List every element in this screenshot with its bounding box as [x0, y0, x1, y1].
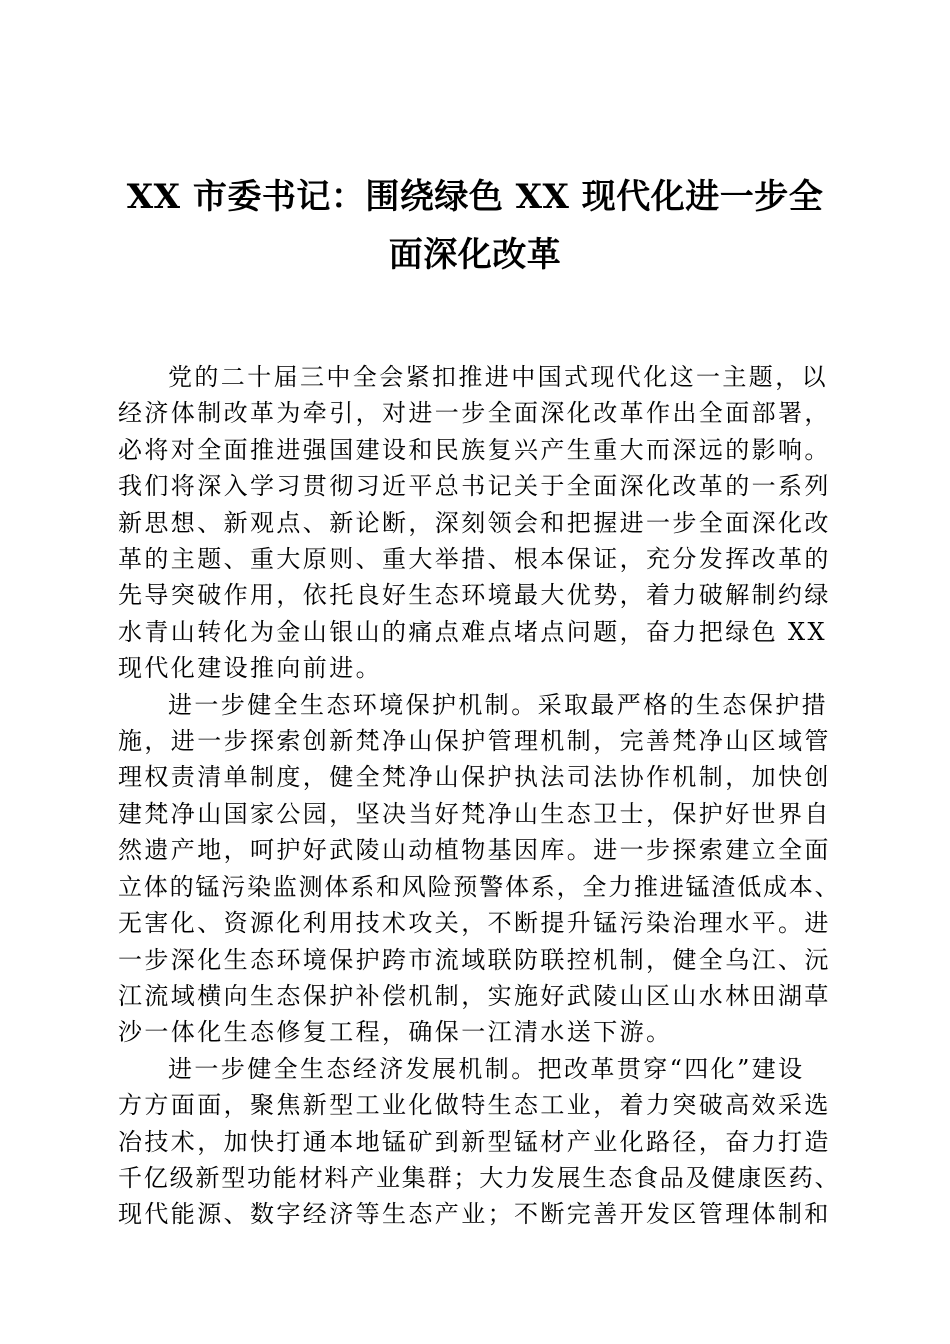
text-line: 我们将深入学习贯彻习近平总书记关于全面深化改革的一系列	[118, 472, 831, 501]
text-line: 施，进一步探索创新梵净山保护管理机制，完善梵净山区域管	[118, 727, 831, 756]
text-line: 革的主题、重大原则、重大举措、根本保证，充分发挥改革的	[118, 545, 831, 574]
text-line: 江流域横向生态保护补偿机制，实施好武陵山区山水林田湖草	[118, 981, 831, 1010]
text-line: 无害化、资源化利用技术攻关，不断提升锰污染治理水平。进	[118, 909, 831, 938]
text-line: 建梵净山国家公园，坚决当好梵净山生态卫士，保护好世界自	[118, 799, 831, 828]
paragraph	[118, 1051, 841, 1233]
text-line: 沙一体化生态修复工程，确保一江清水送下游。	[118, 1018, 673, 1047]
text-line: 进一步健全生态经济发展机制。把改革贯穿“四化”建设	[168, 1054, 805, 1083]
text-line: 进一步健全生态环境保护机制。采取最严格的生态保护措	[168, 690, 828, 719]
paragraph	[118, 359, 838, 687]
text-line: 新思想、新观点、新论断，深刻领会和把握进一步全面深化改	[118, 508, 831, 537]
text-line: 千亿级新型功能材料产业集群；大力发展生态食品及健康医药、	[118, 1163, 841, 1192]
text-line: 水青山转化为金山银山的痛点难点堵点问题，奋力把绿色 XX	[118, 617, 827, 646]
text-line: 方方面面，聚焦新型工业化做特生态工业，着力突破高效采选	[118, 1091, 831, 1120]
text-line: 现代化建设推向前进。	[118, 654, 382, 683]
document-body	[118, 359, 841, 1233]
document-title	[110, 168, 840, 284]
text-line: 现代能源、数字经济等生态产业；不断完善开发区管理体制和	[118, 1200, 831, 1229]
title-line: 面深化改革	[388, 235, 562, 275]
text-line: 立体的锰污染监测体系和风险预警体系，全力推进锰渣低成本、	[118, 872, 841, 901]
text-line: 党的二十届三中全会紧扣推进中国式现代化这一主题，以	[168, 363, 828, 391]
title-line: XX 市委书记：围绕绿色 XX 现代化进一步全	[126, 177, 824, 217]
text-line: 然遗产地，呵护好武陵山动植物基因库。进一步探索建立全面	[118, 836, 831, 865]
text-line: 经济体制改革为牵引，对进一步全面深化改革作出全面部署，	[118, 399, 831, 428]
text-line: 理权责清单制度，健全梵净山保护执法司法协作机制，加快创	[118, 763, 831, 792]
text-line: 必将对全面推进强国建设和民族复兴产生重大而深远的影响。	[118, 435, 831, 464]
text-line: 先导突破作用，依托良好生态环境最大优势，着力破解制约绿	[118, 581, 831, 610]
text-line: 一步深化生态环境保护跨市流域联防联控机制，健全乌江、沅	[118, 945, 831, 974]
paragraph	[118, 687, 841, 1051]
text-line: 冶技术，加快打通本地锰矿到新型锰材产业化路径，奋力打造	[118, 1127, 831, 1156]
